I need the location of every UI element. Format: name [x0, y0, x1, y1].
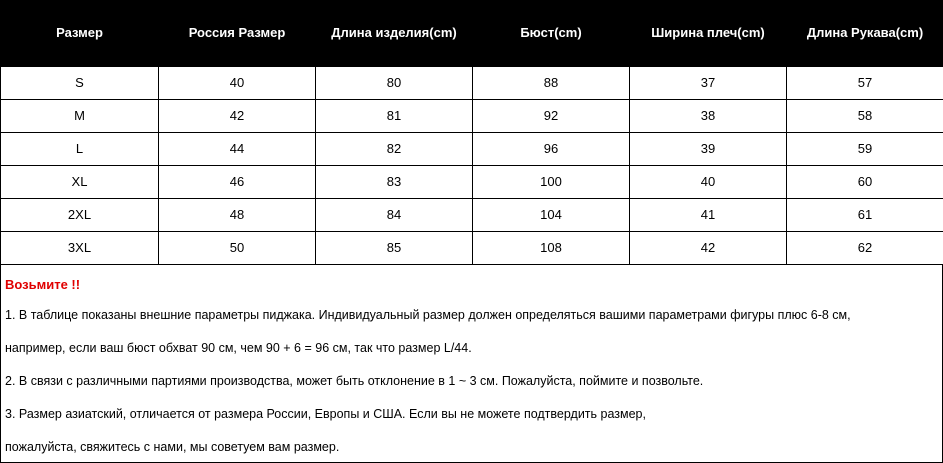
- note-line-3: 2. В связи с различными партиями производства, может быть отклонение в 1 ~ 3 см. Пожалуйста, поймите и позвольте.: [5, 374, 704, 388]
- table-row: [1, 198, 943, 231]
- cell-shoulder: 39: [630, 132, 787, 165]
- header-shoulder: Ширина плеч(cm): [630, 0, 787, 66]
- cell-bust: 96: [473, 132, 630, 165]
- cell-bust: 88: [473, 66, 630, 99]
- cell-russia-size: 46: [159, 165, 316, 198]
- table-row: [1, 231, 943, 264]
- note-line-2: например, если ваш бюст обхват 90 см, чем 90 + 6 = 96 см, так что размер L/44.: [5, 341, 472, 355]
- cell-bust: 108: [473, 231, 630, 264]
- cell-size: 3XL: [1, 231, 159, 264]
- cell-length: 81: [316, 99, 473, 132]
- header-sleeve: Длина Рукава(cm): [787, 0, 943, 66]
- table-row: [1, 132, 943, 165]
- cell-sleeve: 59: [787, 132, 943, 165]
- header-row: [1, 0, 943, 66]
- table-row: [1, 66, 943, 99]
- cell-size: S: [1, 66, 159, 99]
- cell-length: 85: [316, 231, 473, 264]
- cell-length: 82: [316, 132, 473, 165]
- cell-russia-size: 50: [159, 231, 316, 264]
- notes-panel: [0, 265, 943, 463]
- cell-size: L: [1, 132, 159, 165]
- table-row: [1, 165, 943, 198]
- header-bust: Бюст(cm): [473, 0, 630, 66]
- cell-bust: 92: [473, 99, 630, 132]
- cell-bust: 100: [473, 165, 630, 198]
- cell-bust: 104: [473, 198, 630, 231]
- cell-length: 83: [316, 165, 473, 198]
- cell-sleeve: 61: [787, 198, 943, 231]
- header-russia-size: Россия Размер: [159, 0, 316, 66]
- cell-size: XL: [1, 165, 159, 198]
- note-line-1: 1. В таблице показаны внешние параметры пиджака. Индивидуальный размер должен определяться вашими параметрами фигуры плюс 6-8 см,: [5, 308, 851, 322]
- cell-shoulder: 37: [630, 66, 787, 99]
- warning-text: Возьмите !!: [5, 277, 81, 292]
- cell-size: M: [1, 99, 159, 132]
- header-length: Длина изделия(cm): [316, 0, 473, 66]
- cell-shoulder: 42: [630, 231, 787, 264]
- cell-length: 84: [316, 198, 473, 231]
- cell-sleeve: 57: [787, 66, 943, 99]
- cell-shoulder: 38: [630, 99, 787, 132]
- cell-russia-size: 44: [159, 132, 316, 165]
- cell-russia-size: 48: [159, 198, 316, 231]
- cell-russia-size: 42: [159, 99, 316, 132]
- note-line-4: 3. Размер азиатский, отличается от размера России, Европы и США. Если вы не можете подтвердить размер,: [5, 407, 646, 421]
- cell-sleeve: 62: [787, 231, 943, 264]
- table-row: [1, 99, 943, 132]
- cell-russia-size: 40: [159, 66, 316, 99]
- cell-shoulder: 40: [630, 165, 787, 198]
- cell-size: 2XL: [1, 198, 159, 231]
- cell-sleeve: 58: [787, 99, 943, 132]
- cell-shoulder: 41: [630, 198, 787, 231]
- header-size: Размер: [1, 0, 159, 66]
- cell-length: 80: [316, 66, 473, 99]
- note-line-5: пожалуйста, свяжитесь с нами, мы советуем вам размер.: [5, 440, 340, 454]
- cell-sleeve: 60: [787, 165, 943, 198]
